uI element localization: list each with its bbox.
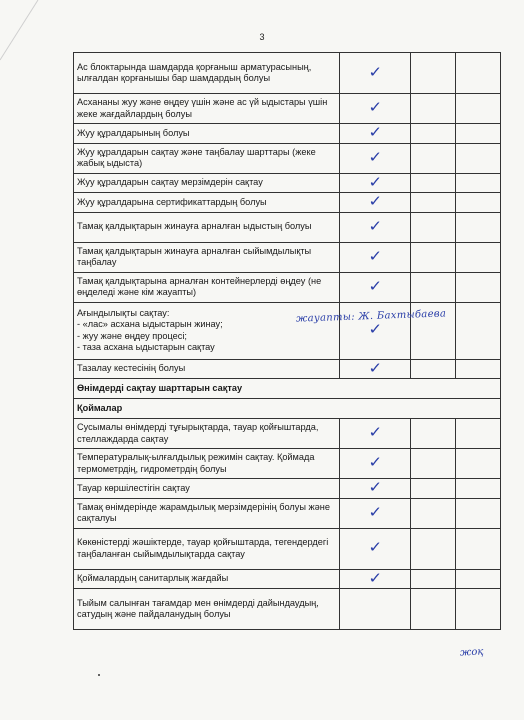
empty-cell-col4 bbox=[456, 528, 501, 569]
empty-cell-col3 bbox=[411, 272, 456, 302]
empty-cell-col4 bbox=[456, 449, 501, 479]
table-row bbox=[74, 212, 501, 242]
requirement-text: Жуу құралдарын сақтау және таңбалау шарттары (жеке жабық ыдыста) bbox=[74, 143, 340, 173]
table-row bbox=[74, 242, 501, 272]
empty-cell-col4 bbox=[456, 479, 501, 499]
compliance-check-cell bbox=[340, 212, 411, 242]
empty-cell-col4 bbox=[456, 569, 501, 589]
section-header-row bbox=[74, 399, 501, 419]
checkmark-icon: ✓ bbox=[368, 276, 382, 295]
table-row bbox=[74, 143, 501, 173]
compliance-check-cell bbox=[340, 143, 411, 173]
requirement-text: Көкөністерді жәшіктерде, тауар қойғыштарда, тегендердегі таңбаланған сыйымдылықтарда сақтау bbox=[74, 528, 340, 569]
empty-cell-col4 bbox=[456, 359, 501, 379]
empty-cell-col4 bbox=[456, 143, 501, 173]
empty-cell-col3 bbox=[411, 193, 456, 213]
table-row bbox=[74, 419, 501, 449]
empty-cell-col3 bbox=[411, 212, 456, 242]
compliance-check-cell bbox=[340, 124, 411, 144]
empty-cell-col3 bbox=[411, 419, 456, 449]
empty-cell-col4 bbox=[456, 53, 501, 94]
empty-cell-col4 bbox=[456, 94, 501, 124]
empty-cell-col4 bbox=[456, 419, 501, 449]
table-row bbox=[74, 124, 501, 144]
section-title: Өнімдерді сақтау шарттарын сақтау bbox=[74, 379, 501, 399]
checkmark-icon: ✓ bbox=[368, 502, 382, 521]
requirement-text: Тамақ қалдықтарын жинауға арналған ыдыстың болуы bbox=[74, 212, 340, 242]
empty-cell-col3 bbox=[411, 242, 456, 272]
checkmark-icon: ✓ bbox=[368, 173, 382, 191]
checkmark-icon: ✓ bbox=[368, 246, 382, 265]
table-row bbox=[74, 589, 501, 630]
checkmark-icon: ✓ bbox=[368, 147, 382, 166]
table-row bbox=[74, 193, 501, 213]
inspection-checklist-table bbox=[73, 52, 501, 630]
requirement-text: Тамақ қалдықтарын жинауға арналған сыйымдылықты таңбалау bbox=[74, 242, 340, 272]
compliance-check-cell bbox=[340, 419, 411, 449]
compliance-check-cell bbox=[340, 193, 411, 213]
compliance-check-cell bbox=[340, 53, 411, 94]
empty-cell-col3 bbox=[411, 94, 456, 124]
compliance-check-cell bbox=[340, 569, 411, 589]
table-row bbox=[74, 53, 501, 94]
table-row bbox=[74, 479, 501, 499]
checkmark-icon: ✓ bbox=[368, 538, 382, 557]
table-row bbox=[74, 272, 501, 302]
empty-cell-col4 bbox=[456, 173, 501, 193]
requirement-text: Тыйым салынған тағамдар мен өнімдерді дайындаудың, сатудың және пайдаланудың болуы bbox=[74, 589, 340, 630]
requirement-text: Жуу құралдарын сақтау мерзімдерін сақтау bbox=[74, 173, 340, 193]
requirement-text: Тамақ өнімдерінде жарамдылық мерзімдерінің болуы және сақталуы bbox=[74, 498, 340, 528]
table-row bbox=[74, 449, 501, 479]
empty-cell-col3 bbox=[411, 124, 456, 144]
checklist-body bbox=[74, 53, 501, 630]
table-row bbox=[74, 498, 501, 528]
section-title: Қоймалар bbox=[74, 399, 501, 419]
checkmark-icon: ✓ bbox=[368, 192, 382, 210]
handwritten-absent-note: жоқ bbox=[459, 646, 484, 659]
compliance-check-cell bbox=[340, 589, 411, 630]
requirement-text: Тазалау кестесінің болуы bbox=[74, 359, 340, 379]
requirement-text: Тауар көршілестігін сақтау bbox=[74, 479, 340, 499]
checkmark-icon: ✓ bbox=[368, 359, 382, 377]
table-row bbox=[74, 359, 501, 379]
empty-cell-col3 bbox=[411, 498, 456, 528]
table-row bbox=[74, 569, 501, 589]
empty-cell-col3 bbox=[411, 359, 456, 379]
compliance-check-cell bbox=[340, 173, 411, 193]
table-row bbox=[74, 173, 501, 193]
requirement-text: Температуралық-ылғалдылық режимін сақтау. Қоймада термометрдің, гидрометрдің болуы bbox=[74, 449, 340, 479]
checkmark-icon: ✓ bbox=[368, 123, 382, 141]
empty-cell-col3 bbox=[411, 589, 456, 630]
empty-cell-col4 bbox=[456, 193, 501, 213]
requirement-text: Асхананы жуу және өңдеу үшін және ас үй ыдыстары үшін жеке жағдайлардың болуы bbox=[74, 94, 340, 124]
empty-cell-col4 bbox=[456, 302, 501, 359]
requirement-text: Тамақ қалдықтарына арналған контейнерлерді өңдеу (не өңделеді және кім жауапты) bbox=[74, 272, 340, 302]
checkmark-icon: ✓ bbox=[368, 478, 382, 496]
requirement-text: Ағындылықты сақтау: - «лас» асхана ыдыстарын жинау; - жуу және өңдеу процесі; - таза асхана ыдыстарын сақтау bbox=[74, 302, 340, 359]
compliance-check-cell bbox=[340, 479, 411, 499]
requirement-text: Қоймалардың санитарлық жағдайы bbox=[74, 569, 340, 589]
checkmark-icon: ✓ bbox=[368, 569, 382, 587]
checkmark-icon: ✓ bbox=[368, 98, 382, 117]
empty-cell-col4 bbox=[456, 242, 501, 272]
compliance-check-cell bbox=[340, 449, 411, 479]
empty-cell-col4 bbox=[456, 589, 501, 630]
requirement-text: Ас блоктарында шамдарда қорғаныш арматурасының, ылғалдан қорғанышы бар шамдардың болуы bbox=[74, 53, 340, 94]
compliance-check-cell bbox=[340, 94, 411, 124]
compliance-check-cell bbox=[340, 498, 411, 528]
requirement-text: Сусымалы өнімдерді тұғырықтарда, тауар қойғыштарда, стеллаждарда сақтау bbox=[74, 419, 340, 449]
section-header-row bbox=[74, 379, 501, 399]
checkmark-icon: ✓ bbox=[368, 320, 382, 339]
empty-cell-col4 bbox=[456, 498, 501, 528]
empty-cell-col3 bbox=[411, 173, 456, 193]
empty-cell-col4 bbox=[456, 212, 501, 242]
empty-cell-col3 bbox=[411, 449, 456, 479]
handwritten-responsible-note: жауапты: Ж. Бахтыбаева bbox=[295, 308, 447, 325]
checkmark-icon: ✓ bbox=[368, 423, 382, 442]
requirement-text: Жуу құралдарының болуы bbox=[74, 124, 340, 144]
stray-dot-mark bbox=[98, 674, 100, 676]
empty-cell-col3 bbox=[411, 143, 456, 173]
empty-cell-col4 bbox=[456, 272, 501, 302]
empty-cell-col4 bbox=[456, 124, 501, 144]
table-row bbox=[74, 528, 501, 569]
compliance-check-cell bbox=[340, 359, 411, 379]
compliance-check-cell bbox=[340, 242, 411, 272]
checkmark-icon: ✓ bbox=[368, 62, 382, 81]
table-row bbox=[74, 94, 501, 124]
checkmark-icon: ✓ bbox=[368, 453, 382, 472]
requirement-text: Жуу құралдарына сертификаттардың болуы bbox=[74, 193, 340, 213]
empty-cell-col3 bbox=[411, 53, 456, 94]
empty-cell-col3 bbox=[411, 479, 456, 499]
compliance-check-cell bbox=[340, 272, 411, 302]
empty-cell-col3 bbox=[411, 528, 456, 569]
compliance-check-cell bbox=[340, 528, 411, 569]
empty-cell-col3 bbox=[411, 569, 456, 589]
checkmark-icon: ✓ bbox=[368, 216, 382, 235]
page-number: 3 bbox=[259, 32, 265, 42]
